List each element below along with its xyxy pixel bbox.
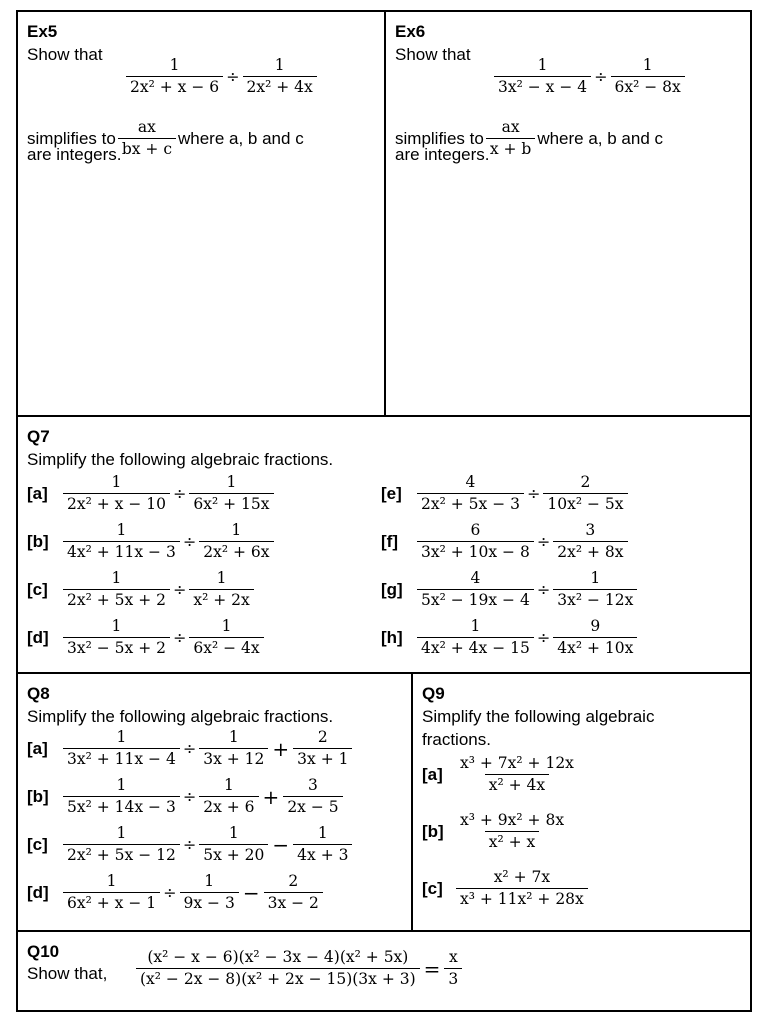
q7-item-label: [e] [381,483,402,503]
q7-item-label: [g] [381,579,403,599]
q8-item-label: [c] [27,834,48,854]
q7-item [381,473,628,514]
q7-box [16,415,752,674]
ex6-simplifies-to: simplifies to [395,128,484,148]
q7-item [381,521,628,562]
ex5-show-that: Show that [27,45,103,64]
q9-heading: Q9 [422,684,445,703]
q7-item [381,569,637,610]
q8-operator: − [272,832,290,857]
q10-show-that: Show that, [27,964,108,983]
q7-fraction: $\frac{1}{\text{2x² + 6x}}$ [199,521,273,562]
ex5-fraction-1: $\frac{1}{\text{2x² + x − 6}}$ [126,56,223,97]
ex5-box [16,10,386,417]
q7-item-label: [c] [27,579,48,599]
q7-divide-sign: ÷ [536,580,551,599]
q8-divide-sign: ÷ [182,739,197,758]
ex6-fraction-1: $\frac{1}{\text{3x² − x − 4}}$ [494,56,591,97]
ex5-where: where a, b and c [178,128,304,148]
q7-item-label: [h] [381,627,403,647]
q7-fraction: $\frac{4}{\text{2x² + 5x − 3}}$ [417,473,524,514]
q10-fraction: $\frac{\text{(x² − x − 6)(x² − 3x − 4)(x² + 5x)}}{\text{(x² − 2x − 8)(x² + 2x − 15)(3x + 3)}}$ [136,948,420,989]
q9-item [422,811,568,852]
q9-item-label: [b] [422,821,444,841]
q7-divide-sign: ÷ [172,580,187,599]
q7-instruction: Simplify the following algebraic fractions. [27,450,334,469]
q10-box [16,930,752,1012]
q7-fraction: $\frac{1}{\text{3x² − 5x + 2}}$ [63,617,170,658]
q8-operator: + [272,736,290,761]
q9-instruction-line1: Simplify the following algebraic [422,707,655,726]
q7-fraction: $\frac{1}{\text{2x² + x − 10}}$ [63,473,170,514]
q8-fraction: $\frac{2}{3x + 1}$ [293,728,352,769]
q8-fraction: $\frac{1}{9x - 3}$ [180,872,239,913]
q9-instruction-line2: fractions. [422,730,491,749]
q7-divide-sign: ÷ [172,484,187,503]
q8-divide-sign: ÷ [163,883,177,902]
q7-divide-sign: ÷ [526,484,541,503]
q8-fraction: $\frac{1}{5x + 20}$ [199,824,268,865]
q10-equals-sign: = [423,956,441,981]
q8-item [27,728,352,769]
q9-item [422,754,578,795]
q7-fraction: $\frac{1}{\text{x² + 2x}}$ [189,569,253,610]
q7-item-label: [a] [27,483,48,503]
q8-item-label: [b] [27,786,49,806]
ex6-target-fraction: $\frac{ax}{x + b}$ [486,118,536,159]
q7-item [27,569,254,610]
ex5-divide-sign: ÷ [226,67,240,86]
q7-fraction: $\frac{1}{\text{4x² + 11x − 3}}$ [63,521,180,562]
q7-fraction: $\frac{3}{\text{2x² + 8x}}$ [553,521,627,562]
q9-fraction: $\frac{\text{x³ + 7x² + 12x}}{\text{x² + 4x}}$ [460,754,574,794]
q9-item [422,868,588,909]
q8-box [16,672,413,932]
q8-fraction: $\frac{1}{\text{6x² + x − 1}}$ [63,872,160,913]
q8-heading: Q8 [27,684,50,703]
q8-divide-sign: ÷ [182,835,197,854]
q8-fraction: $\frac{1}{\text{5x² + 14x − 3}}$ [63,776,180,817]
ex6-fraction-2: $\frac{1}{\text{6x² − 8x}}$ [611,56,685,97]
q8-fraction: $\frac{3}{2x - 5}$ [283,776,342,817]
q7-fraction: $\frac{1}{\text{6x² − 4x}}$ [189,617,263,658]
ex5-are-integers: are integers. [27,145,122,164]
q7-item [27,473,274,514]
ex6-divide-sign: ÷ [594,67,608,86]
q9-item-label: [a] [422,764,443,784]
q8-operator: − [242,880,260,905]
q8-divide-sign: ÷ [182,787,197,806]
q7-divide-sign: ÷ [536,628,551,647]
ex5-target-fraction: $\frac{ax}{bx + c}$ [118,118,176,159]
q10-expression [136,948,462,989]
q7-fraction: $\frac{1}{\text{2x² + 5x + 2}}$ [63,569,170,610]
q7-item [27,521,274,562]
q7-fraction: $\frac{6}{\text{3x² + 10x − 8}}$ [417,521,534,562]
q9-item-label: [c] [422,878,443,898]
q10-heading: Q10 [27,942,60,961]
ex5-fraction-2: $\frac{1}{\text{2x² + 4x}}$ [243,56,317,97]
ex6-where: where a, b and c [537,128,664,148]
q7-fraction: $\frac{1}{\text{3x² − 12x}}$ [553,569,637,610]
q7-item-label: [b] [27,531,49,551]
q7-divide-sign: ÷ [536,532,551,551]
ex6-heading: Ex6 [395,22,426,41]
q7-item [27,617,264,658]
q7-heading: Q7 [27,427,50,446]
q9-fraction: $\frac{\text{x² + 7x}}{\text{x³ + 11x² + 28x}}$ [456,868,588,909]
ex5-heading: Ex5 [27,22,58,41]
q8-item [27,776,343,817]
ex6-box [384,10,752,417]
q10-rhs-fraction: $\frac{x}{3}$ [444,948,462,989]
q7-item-label: [f] [381,531,398,551]
q7-fraction: $\frac{1}{\text{6x² + 15x}}$ [189,473,273,514]
ex6-show-that: Show that [395,45,471,64]
q7-item [381,617,637,658]
q7-divide-sign: ÷ [182,532,197,551]
q8-fraction: $\frac{1}{3x + 12}$ [199,728,268,769]
q8-operator: + [262,784,280,809]
q8-fraction: $\frac{1}{\text{3x² + 11x − 4}}$ [63,728,180,769]
q7-fraction: $\frac{4}{\text{5x² − 19x − 4}}$ [417,569,534,610]
ex5-expression [126,56,317,97]
q9-fraction: $\frac{\text{x³ + 9x² + 8x}}{\text{x² + x}}$ [460,811,565,851]
q9-box [411,672,752,932]
q8-fraction: $\frac{1}{4x + 3}$ [293,824,352,865]
q8-item-label: [d] [27,882,49,902]
q7-divide-sign: ÷ [172,628,187,647]
q8-fraction: $\frac{1}{\text{2x² + 5x − 12}}$ [63,824,180,865]
q7-item-label: [d] [27,627,49,647]
q8-item [27,824,352,865]
ex6-expression [494,56,685,97]
q7-fraction: $\frac{1}{\text{4x² + 4x − 15}}$ [417,617,534,658]
q8-instruction: Simplify the following algebraic fractions. [27,707,334,726]
q8-fraction: $\frac{1}{2x + 6}$ [199,776,258,817]
q8-item-label: [a] [27,738,48,758]
ex5-simplifies-to: simplifies to [27,128,116,148]
ex6-are-integers: are integers. [395,145,490,164]
q8-item [27,872,323,913]
q7-fraction: $\frac{2}{\text{10x² − 5x}}$ [543,473,627,514]
q7-fraction: $\frac{9}{\text{4x² + 10x}}$ [553,617,637,658]
q8-fraction: $\frac{2}{3x - 2}$ [264,872,323,913]
